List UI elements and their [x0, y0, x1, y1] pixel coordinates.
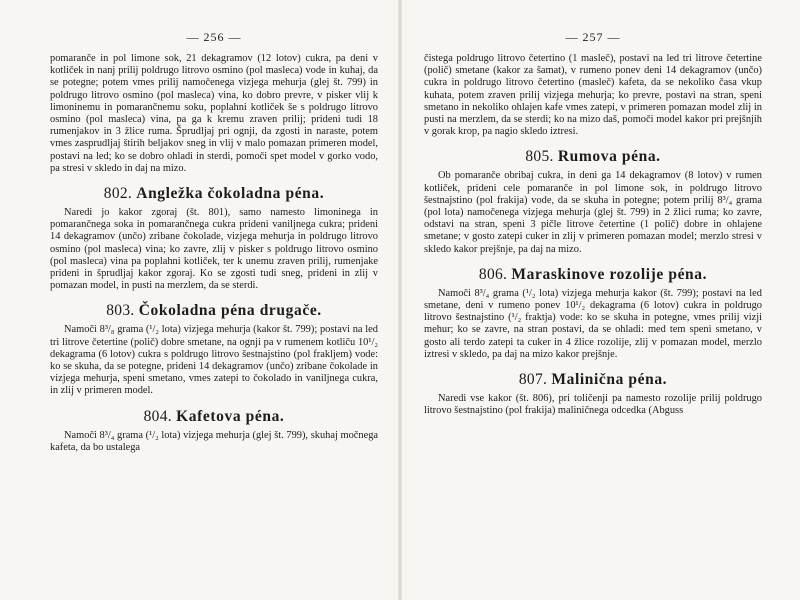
- recipe-name: Rumova péna.: [557, 148, 661, 166]
- recipe-number: 806.: [478, 265, 508, 283]
- recipe-text: Ob pomaranče obribaj cukra, in deni ga 14 dekagramov (8 lotov) v rumen kotliček, prideni cele pomaranče in pol limone sok, in poldrugo litrovo šestnajstino (pol frakija) vode, da se skuha in potegne; potem prilij 8³/₄ grama (pol lota) namočenega vizjega mehurja (glej št. 799) in 2 žlici ruma; ko zavre, odstavi na stran, speni 3 pičle litrove četertine (1 polič) dobre in ohlajene smetane; v gosto zatepi cuker in zlij v primeren pomazan model; merzlo stresi v skledo kakor prejšnje, pa daj na mizo.: [424, 170, 762, 255]
- recipe-name: Malinična péna.: [551, 371, 668, 389]
- recipe-number: 807.: [518, 371, 548, 389]
- recipe-number: 804.: [143, 407, 172, 425]
- recipe-heading-804: [50, 407, 378, 426]
- recipe-name: Kafetova péna.: [176, 407, 285, 425]
- recipe-heading-805: [424, 147, 762, 166]
- recipe-text: Namoči 8³/₈ grama (¹/₂ lota) vizjega mehurja (kakor št. 799); postavi na led tri litrove četertine (polič) dobre smetane, na ognji pa v rumenem kotliču 10¹/₂ dekagrama (6 lotov) cukra s poldrugo litrovo šestnajstino (pol frakljem) vode: ko se skuha, da se potegne, prideni 14 dekagramov (unčo) zribane čokolade in vizjega mehurja, speni smetano, vmes zatepi to čokolado in vaniljnega cukra, in zlij v primeren model.: [50, 324, 378, 397]
- right-page: [400, 0, 800, 600]
- recipe-name: Maraskinove rozolije péna.: [511, 265, 708, 283]
- recipe-name: Čokoladna péna drugače.: [138, 302, 322, 320]
- page-number: — 257 —: [565, 30, 621, 44]
- recipe-heading-802: [50, 184, 378, 203]
- recipe-number: 803.: [106, 302, 135, 320]
- recipe-text: Namoči 8³/₄ grama (¹/₂ lota) vizjega mehurja (glej št. 799), skuhaj močnega kafeta, da bo ustalega: [50, 429, 378, 453]
- recipe-text: Naredi jo kakor zgoraj (št. 801), samo namesto limoninega in pomarančnega soka in pomarančnega cukra prideni vaniljnega cukra; prideni 14 dekagramov (unčo) zribane čokolade, vizjega mehurja in poldrugo litrovo osmino (pol masleca) vina; ko zavre, zlij v pisker s poldrugo litrovo osmino (pol masleca) vina pa poplahni kotliček, ter k unemu zraven prilij, rumenjake prideni in šprudljaj kakor zgoraj. Ko se zgosti tudi sneg, prideni in zlij v pomazan model, in pusti na merzlem, da se sterdi.: [50, 207, 378, 292]
- continuation-text: čistega poldrugo litrovo četertino (1 masleč), postavi na led tri litrove četertine (polič) smetane (kakor za šamat), v rumeno ponev deni 14 dekagramov (unčo) cukra in poldrugo litrovo četertino (masleč) kafeta, da se nekoliko časa vkup kuhata, potem zraven prilij vizjega mehurja; ko prevre, postavi na stran, speni smetano in nekoliko ohlajen kafe vmes zatepi, v primeren pomazan model zlij in pusti na merzlem, da se sterdi; ko na mizo daš, pomoči model kakor pri prejšnjih v gorak krop, pa nagio skledo iztresi.: [424, 53, 762, 138]
- recipe-text: Namoči 8³/₄ grama (¹/₂ lota) vizjega mehurja kakor (št. 799); postavi na led smetane, deni v rumeno ponev 10¹/₂ dekagrama (6 lotov) cukra in poldrugo litrovo šestnajstino (¹/₂ fraktja) vode: ko se skuha in potegne, vmes prilij vizji mehur; ko se zavre, na stran postavi, da se ohladi: med tem speni smetano, v gosto ali terdo zatepi ta cuker in 4 žlice rozolije, zlij v pomazan model, merzlo iztresi v skledo, pa daj na mizo kakor prejšnje.: [424, 287, 762, 360]
- recipe-number: 805.: [525, 148, 554, 166]
- recipe-number: 802.: [103, 185, 133, 203]
- recipe-heading-807: [424, 370, 762, 389]
- recipe-name: Angležka čokoladna péna.: [136, 185, 325, 203]
- page-number: — 256 —: [186, 30, 242, 44]
- recipe-text: Naredi vse kakor (št. 806), pri toličenji pa namesto rozolije prilij poldrugo litrovo šestnajstino (pol frakija) maliničnega odcedka (Abguss: [424, 393, 762, 417]
- recipe-heading-806: [424, 265, 762, 284]
- recipe-heading-803: [50, 301, 378, 320]
- continuation-text: pomaranče in pol limone sok, 21 dekagramov (12 lotov) cukra, pa deni v kotliček in nanj prilij poldrugo litrovo osmino (pol masleca) vode in kuhaj, da se potegne; potem vmes prilij namočenega vizjega mehurja (glej št. 799) in poldrugo litrovo osmino (pol masleca) vina, ko dobro prevre, v pisker vlij k limoninemu in pomarančnemu soku, poplahni kotliček še s poldrugo litrovo osmino (pol masleca) vina, pa ga k kremu zraven prilij; prideni tudi 18 rumenjakov in 3 žlice ruma. Šprudljaj pri ognji, da zgosti in naraste, potem vmes zasprudljaj štirih beljakov sneg in vlij v malo pomazan primeren model, postavi na led; ko se dobro ohladi in sterdi, pomoči spet model v gorko vodo, pa stresi v skledo in daj na mizo.: [50, 53, 378, 174]
